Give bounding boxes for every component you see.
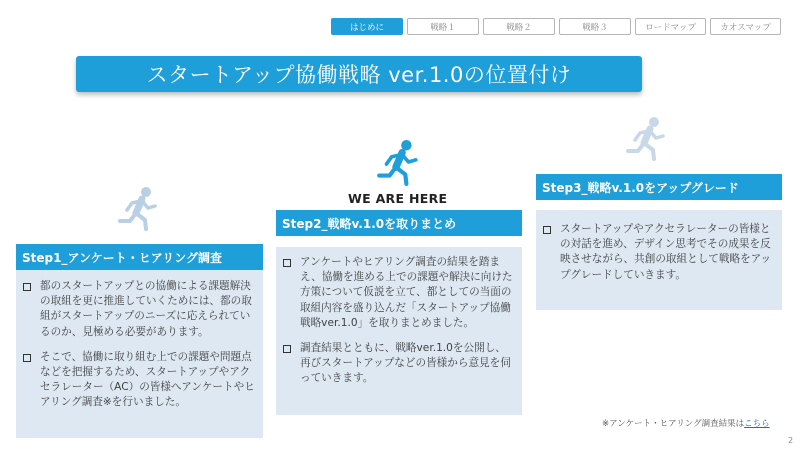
tab-strategy-1[interactable]: 戦略１ bbox=[407, 18, 479, 35]
page-title: スタートアップ協働戦略 ver.1.0の位置付け bbox=[76, 56, 642, 92]
step2-panel bbox=[276, 247, 522, 415]
step3-heading: Step3_戦略v.1.0をアップグレード bbox=[536, 174, 782, 200]
footnote-text: ※アンケート・ヒアリング調査結果は bbox=[602, 419, 745, 429]
tab-chaos-map[interactable]: カオスマップ bbox=[710, 18, 781, 35]
tab-intro[interactable]: はじめに bbox=[331, 18, 403, 35]
step1-panel bbox=[16, 270, 263, 438]
step1-heading: Step1_アンケート・ヒアリング調査 bbox=[16, 244, 263, 270]
tab-roadmap[interactable]: ロードマップ bbox=[635, 18, 706, 35]
step3-bullet-1: スタートアップやアクセラレーターの皆様との対話を進め、デザイン思考でその成果を反映させながら、共創の取組として戦略をアップグレードしていきます。 bbox=[542, 222, 776, 283]
tab-strategy-2[interactable]: 戦略２ bbox=[483, 18, 555, 35]
runner-icon-step2 bbox=[375, 138, 421, 188]
step2-bullet-1: アンケートやヒアリング調査の結果を踏まえ、協働を進める上での課題や解決に向けた方策について仮説を立て、都としての当面の取組内容を盛り込んだ「スタートアップ協働戦略ver.1.0」を取りまとめました。 bbox=[282, 255, 516, 331]
section-nav bbox=[331, 18, 781, 35]
tab-strategy-3[interactable]: 戦略３ bbox=[559, 18, 631, 35]
page-number: 2 bbox=[788, 436, 794, 445]
step3-panel bbox=[536, 210, 782, 310]
footnote bbox=[602, 417, 770, 429]
we-are-here-label: WE ARE HERE bbox=[348, 191, 448, 206]
step1-bullet-1: 都のスタートアップとの協働による課題解決の取組を更に推進していくためには、都の取組がスタートアップのニーズに応えられているのか、見極める必要があります。 bbox=[22, 279, 257, 340]
step2-heading: Step2_戦略v.1.0を取りまとめ bbox=[276, 210, 522, 236]
results-link[interactable]: こちら bbox=[744, 419, 770, 429]
runner-icon-step3 bbox=[624, 116, 668, 162]
step1-bullet-2: そこで、協働に取り組む上での課題や問題点などを把握するため、スタートアップやアクセラレーター（AC）の皆様へアンケートやヒアリング調査※を行いました。 bbox=[22, 350, 257, 411]
runner-icon-step1 bbox=[116, 186, 160, 232]
step2-bullet-2: 調査結果とともに、戦略ver.1.0を公開し、再びスタートアップなどの皆様から意見を伺っていきます。 bbox=[282, 341, 516, 387]
